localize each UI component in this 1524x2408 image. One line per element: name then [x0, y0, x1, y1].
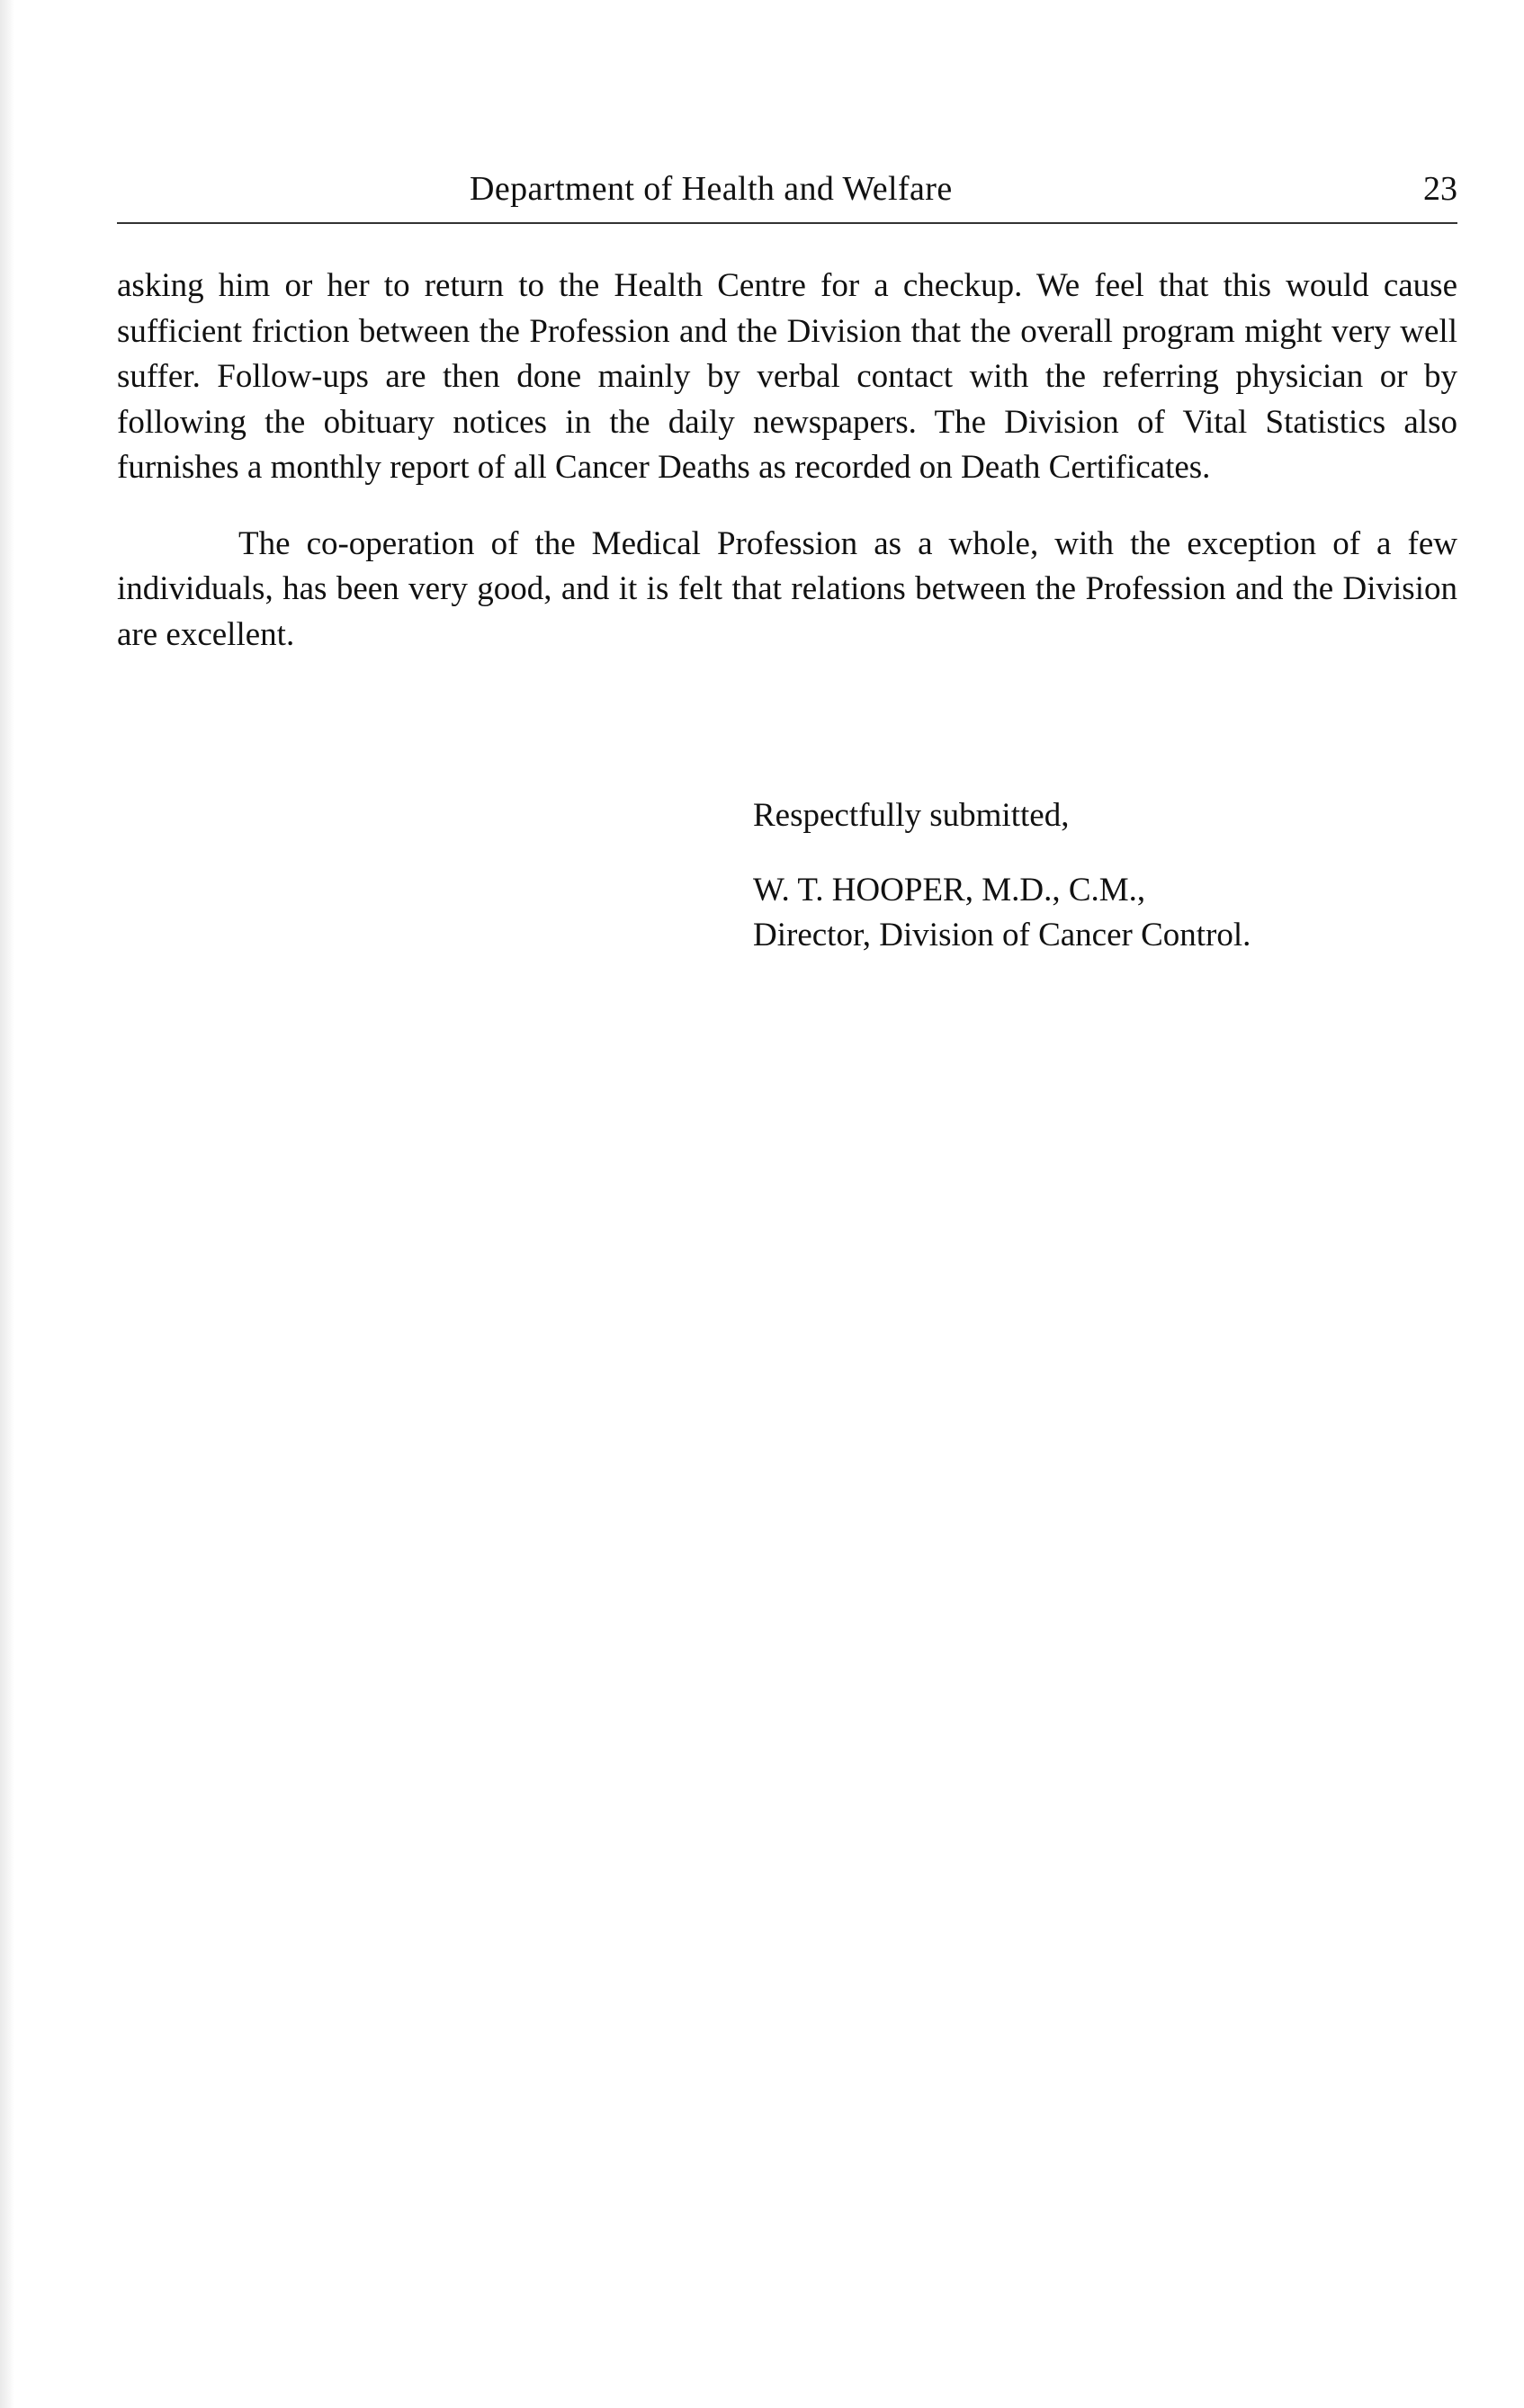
- closing-line: Respectfully submitted,: [753, 797, 1070, 834]
- signer-title: Director, Division of Cancer Control.: [753, 917, 1251, 953]
- signature-block: [753, 793, 1251, 959]
- body-text: [117, 264, 1457, 658]
- running-header: [117, 162, 1457, 216]
- page-number: 23: [1423, 170, 1457, 208]
- signer-name: W. T. HOOPER, M.D., C.M.,: [753, 871, 1146, 909]
- paragraph-continued: asking him or her to return to the Health Centre for a checkup. We feel that this would cause sufficient friction between the Profession and the Division that the overall program might very well suffer. Follow-ups are then done mainly by verbal contact with the referring physician or by following the obituary notices in the daily newspapers. The Division of Vital Statistics also furnishes a monthly report of all Cancer Deaths as recorded on Death Certificates.: [117, 267, 1457, 486]
- header-title: Department of Health and Welfare: [470, 170, 953, 208]
- header-rule: [117, 222, 1457, 224]
- paragraph-cooperation: The co-operation of the Medical Profession as a whole, with the exception of a few individuals, has been very good, and it is felt that relations between the Profession and the Division are excellent.: [117, 524, 1457, 653]
- page-edge-shadow: [0, 0, 14, 2408]
